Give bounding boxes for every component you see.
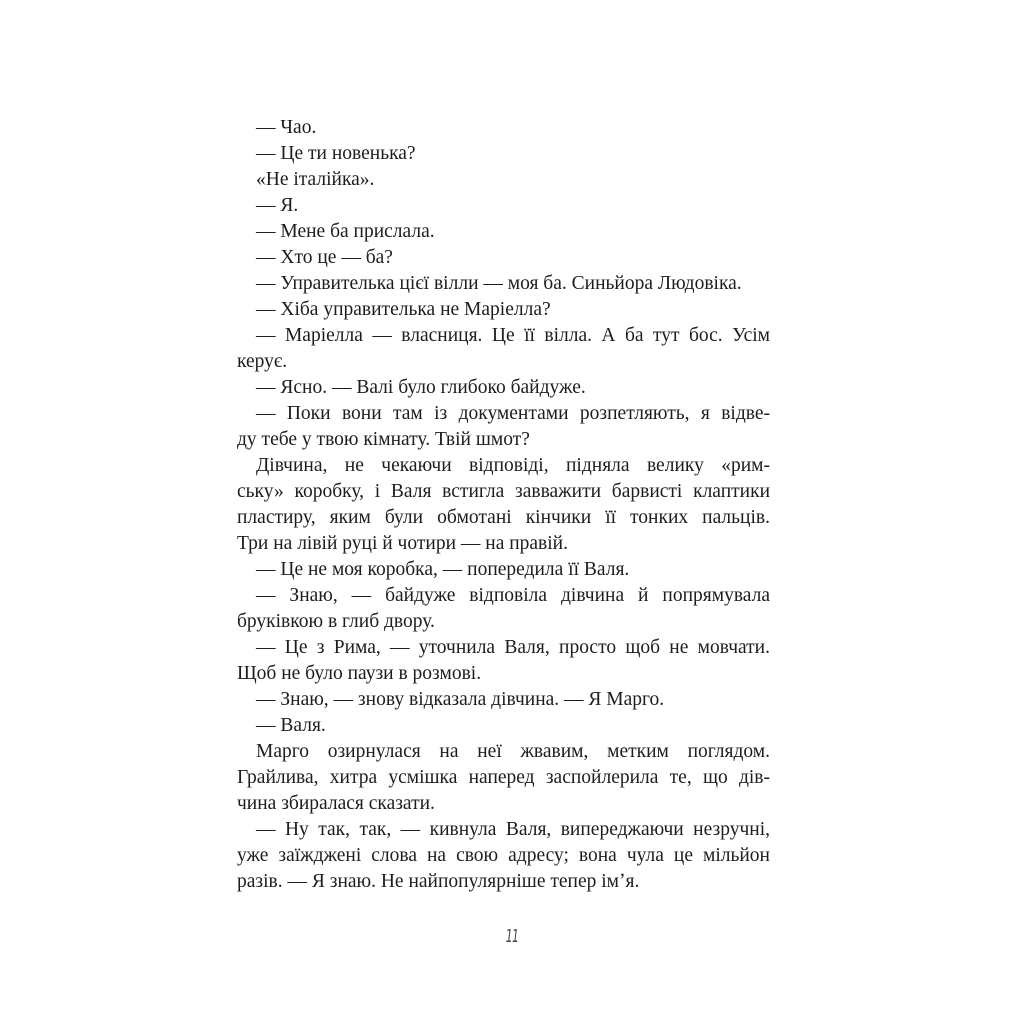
page-number: 11	[505, 926, 519, 947]
text-line: ду тебе у твою кімнату. Твій шмот?	[237, 429, 530, 450]
text-line: — Управителька цієї вілли — моя ба. Синьйора Людовіка.	[256, 273, 742, 294]
text-line: разів. — Я знаю. Не найпопулярніше тепер імʼя.	[237, 871, 640, 892]
text-line: Марго озирнулася на неї жвавим, метким поглядом.	[256, 741, 770, 762]
text-line: Щоб не було паузи в розмові.	[237, 663, 482, 684]
text-line: — Ясно. — Валі було глибоко байдуже.	[256, 377, 586, 398]
text-line: — Знаю, — байдуже відповіла дівчина й попрямувала	[256, 585, 770, 606]
text-line: — Ну так, так, — кивнула Валя, випереджаючи незручні,	[256, 819, 770, 840]
text-line: — Я.	[256, 195, 299, 216]
book-page-text	[237, 115, 770, 895]
text-line: бруківкою в глиб двору.	[237, 611, 435, 632]
text-line: пластиру, яким були обмотані кінчики її тонких пальців.	[237, 507, 770, 528]
text-line: Грайлива, хитра усмішка наперед заспойлерила те, що дів-	[237, 767, 770, 788]
text-line: — Це з Рима, — уточнила Валя, просто щоб не мовчати.	[256, 637, 770, 658]
text-line: керує.	[237, 351, 288, 372]
text-line: чина збиралася сказати.	[237, 793, 435, 814]
text-line: — Це не моя коробка, — попередила її Валя.	[256, 559, 630, 580]
text-line: — Маріелла — власниця. Це її вілла. А ба тут бос. Усім	[256, 325, 770, 346]
text-line: Три на лівій руці й чотири — на правій.	[237, 533, 568, 554]
text-line: уже заїжджені слова на свою адресу; вона чула це мільйон	[237, 845, 770, 866]
text-line: — Знаю, — знову відказала дівчина. — Я Марго.	[256, 689, 665, 710]
text-line: — Поки вони там із документами розпетляють, я відве-	[256, 403, 770, 424]
text-line: Дівчина, не чекаючи відповіді, підняла велику «рим-	[256, 455, 770, 476]
text-line: — Хіба управителька не Маріелла?	[256, 299, 551, 320]
text-line: ську» коробку, і Валя встигла завважити барвисті клаптики	[237, 481, 770, 502]
text-line: — Хто це — ба?	[256, 247, 393, 268]
text-line: — Валя.	[256, 715, 326, 736]
text-line: — Чао.	[256, 117, 317, 138]
text-line: «Не італійка».	[256, 169, 375, 190]
text-line: — Мене ба прислала.	[256, 221, 435, 242]
text-line: — Це ти новенька?	[256, 143, 416, 164]
